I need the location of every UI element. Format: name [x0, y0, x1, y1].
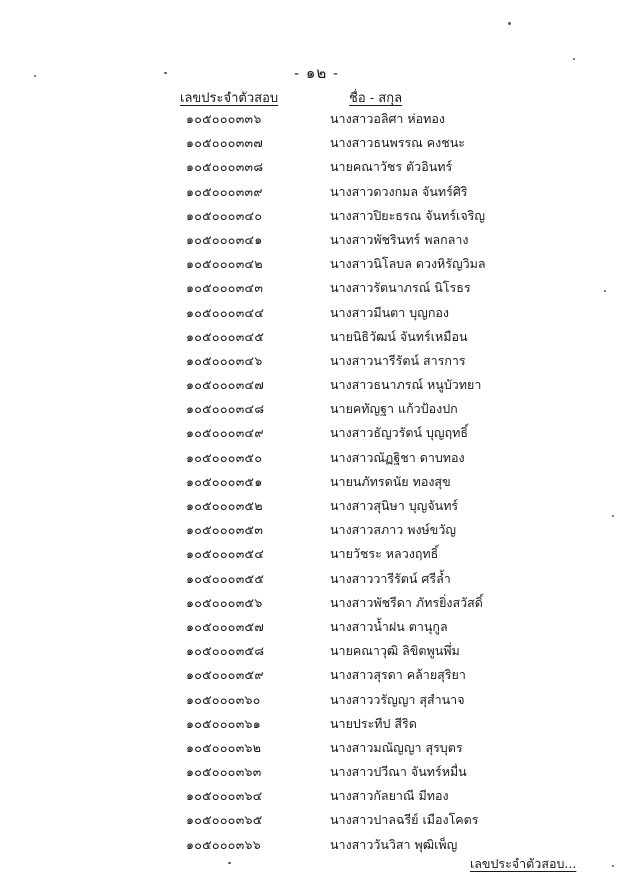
- candidate-name: นางสาวปิยะธรณ จันทร์เจริญ: [330, 207, 486, 223]
- exam-id: ๑๐๕๐๐๐๓๔๕: [186, 328, 265, 344]
- table-row: [0, 663, 632, 687]
- candidate-name: นางสาววารีรัตน์ ศรีล้ำ: [330, 570, 451, 586]
- exam-id: ๑๐๕๐๐๐๓๕๕: [186, 570, 265, 586]
- candidate-name: นายคณาวัชร ตัวอินทร์: [330, 159, 453, 175]
- table-row: [0, 349, 632, 373]
- exam-id: ๑๐๕๐๐๐๓๕๒: [186, 498, 263, 513]
- table-row: [0, 204, 632, 228]
- candidate-name: นายนิธิวัฒน์ จันทร์เหมือน: [330, 328, 468, 344]
- table-row: [0, 131, 632, 155]
- candidate-name: นางสาววรัญญา สุสำนาจ: [330, 691, 465, 707]
- table-row: [0, 397, 632, 421]
- exam-id: ๑๐๕๐๐๐๓๓๖: [186, 111, 262, 126]
- candidate-name: นางสาวสุนิษา บุญจันทร์: [330, 498, 459, 513]
- exam-id: ๑๐๕๐๐๐๓๕๘: [186, 643, 265, 659]
- exam-id: ๑๐๕๐๐๐๓๖๑: [186, 715, 262, 731]
- exam-id: ๑๐๕๐๐๐๓๕๐: [186, 449, 263, 465]
- candidate-list: [0, 107, 632, 857]
- page-number: - ๑๒ -: [294, 64, 340, 82]
- table-row: [0, 639, 632, 663]
- table-row: [0, 591, 632, 615]
- exam-id: ๑๐๕๐๐๐๓๔๙: [186, 425, 264, 441]
- candidate-name: นางสาวน้ำฝน ตานุกูล: [330, 618, 448, 634]
- table-row: [0, 373, 632, 397]
- table-row: [0, 301, 632, 325]
- exam-id: ๑๐๕๐๐๐๓๔๔: [186, 304, 265, 320]
- candidate-name: นางสาวสุรดา คล้ายสุริยา: [330, 667, 466, 683]
- scan-speck: [612, 865, 614, 867]
- id-column-header: เลขประจำตัวสอบ: [180, 91, 279, 106]
- exam-id: ๑๐๕๐๐๐๓๕๖: [186, 594, 263, 610]
- candidate-name: นางสาวธนาภรณ์ หนูบัวทยา: [330, 377, 482, 393]
- table-row: [0, 688, 632, 712]
- continuation-note: เลขประจำตัวสอบ...: [470, 856, 577, 871]
- table-header: [0, 87, 632, 107]
- table-row: [0, 494, 632, 518]
- scan-speck: [34, 75, 36, 77]
- candidate-name: นางสาวนิโลบล ดวงหิรัญวิมล: [330, 256, 486, 272]
- candidate-name: นางสาวณัฏฐิชา ดาบทอง: [330, 449, 465, 465]
- exam-id: ๑๐๕๐๐๐๓๔๒: [186, 256, 263, 272]
- candidate-name: นางสาวปาลฉรีย์ เมืองโคตร: [330, 812, 479, 828]
- candidate-name: นายวัชระ หลวงฤทธิ์: [330, 546, 439, 562]
- exam-id: ๑๐๕๐๐๐๓๕๗: [186, 618, 265, 634]
- table-row: [0, 446, 632, 470]
- exam-id: ๑๐๕๐๐๐๓๕๔: [186, 546, 265, 562]
- table-row: [0, 421, 632, 445]
- table-row: [0, 107, 632, 131]
- scan-speck: [228, 862, 231, 864]
- candidate-name: นางสาวกัลยาณี มีทอง: [330, 788, 449, 804]
- candidate-name: นายนภัทรดนัย ทองสุข: [330, 473, 451, 489]
- candidate-name: นางสาวปวีณา จันทร์หมื่น: [330, 764, 467, 780]
- candidate-name: นางสาวนารีรัตน์ สารการ: [330, 352, 466, 368]
- scan-speck: [164, 72, 167, 74]
- exam-id: ๑๐๕๐๐๐๓๓๘: [186, 159, 264, 175]
- exam-id: ๑๐๕๐๐๐๓๓๙: [186, 183, 263, 199]
- table-row: [0, 325, 632, 349]
- table-row: [0, 567, 632, 591]
- exam-id: ๑๐๕๐๐๐๓๕๑: [186, 473, 263, 489]
- scan-speck: [508, 22, 511, 25]
- exam-id: ๑๐๕๐๐๐๓๖๕: [186, 812, 263, 828]
- table-row: [0, 276, 632, 300]
- exam-id: ๑๐๕๐๐๐๓๔๐: [186, 207, 263, 223]
- candidate-name: นางสาวรัตนาภรณ์ นิโรธร: [330, 280, 471, 296]
- table-row: [0, 470, 632, 494]
- name-column-header: ชื่อ - สกุล: [349, 91, 403, 106]
- exam-id: ๑๐๕๐๐๐๓๕๙: [186, 667, 264, 683]
- candidate-name: นางสาวพัชรีดา ภัทรยิ่งสวัสดิ์: [330, 594, 483, 610]
- candidate-name: นางสาวธัญวรัตน์ บุญฤทธิ์: [330, 425, 469, 441]
- scan-speck: [604, 290, 606, 292]
- candidate-name: นางสาวพัชรินทร์ พลกลาง: [330, 231, 469, 247]
- candidate-name: นางสาวสภาว พงษ์ขวัญ: [330, 522, 457, 538]
- table-row: [0, 808, 632, 832]
- exam-id: ๑๐๕๐๐๐๓๕๓: [186, 522, 264, 538]
- scan-speck: [573, 58, 575, 60]
- candidate-name: นางสาวดวงกมล จันทร์ศิริ: [330, 183, 468, 199]
- table-row: [0, 736, 632, 760]
- exam-id: ๑๐๕๐๐๐๓๔๓: [186, 280, 264, 296]
- table-row: [0, 518, 632, 542]
- table-row: [0, 712, 632, 736]
- exam-id: ๑๐๕๐๐๐๓๔๑: [186, 231, 263, 247]
- exam-id: ๑๐๕๐๐๐๓๖๖: [186, 836, 262, 852]
- candidate-name: นายคทัญฐา แก้วป้องปก: [330, 401, 458, 417]
- exam-id: ๑๐๕๐๐๐๓๖๐: [186, 691, 261, 707]
- candidate-name: นางสาวธนพรรณ คงชนะ: [330, 135, 465, 151]
- table-row: [0, 155, 632, 179]
- candidate-name: นางสาวมีนตา บุญกอง: [330, 304, 449, 320]
- candidate-name: นายคณาวุฒิ ลิขิตพูนพึ่ม: [330, 643, 460, 659]
- table-row: [0, 252, 632, 276]
- table-row: [0, 615, 632, 639]
- exam-id: ๑๐๕๐๐๐๓๓๗: [186, 135, 264, 151]
- candidate-name: นางสาวมณัญญา สุรบุตร: [330, 739, 463, 755]
- exam-id: ๑๐๕๐๐๐๓๖๒: [186, 739, 262, 755]
- table-row: [0, 760, 632, 784]
- candidate-name: นางสาววันวิสา พุฒิเพ็ญ: [330, 836, 458, 852]
- exam-id: ๑๐๕๐๐๐๓๖๔: [186, 788, 263, 804]
- candidate-name: นายประทีป สีริด: [330, 715, 417, 731]
- exam-id: ๑๐๕๐๐๐๓๔๖: [186, 352, 263, 368]
- exam-id: ๑๐๕๐๐๐๓๔๘: [186, 401, 265, 417]
- exam-id: ๑๐๕๐๐๐๓๔๗: [186, 377, 265, 393]
- table-row: [0, 542, 632, 566]
- table-row: [0, 228, 632, 252]
- exam-id: ๑๐๕๐๐๐๓๖๓: [186, 764, 262, 780]
- table-row: [0, 784, 632, 808]
- scan-speck: [612, 515, 614, 517]
- candidate-name: นางสาวอลิศา ห่อทอง: [330, 111, 446, 126]
- table-row: [0, 180, 632, 204]
